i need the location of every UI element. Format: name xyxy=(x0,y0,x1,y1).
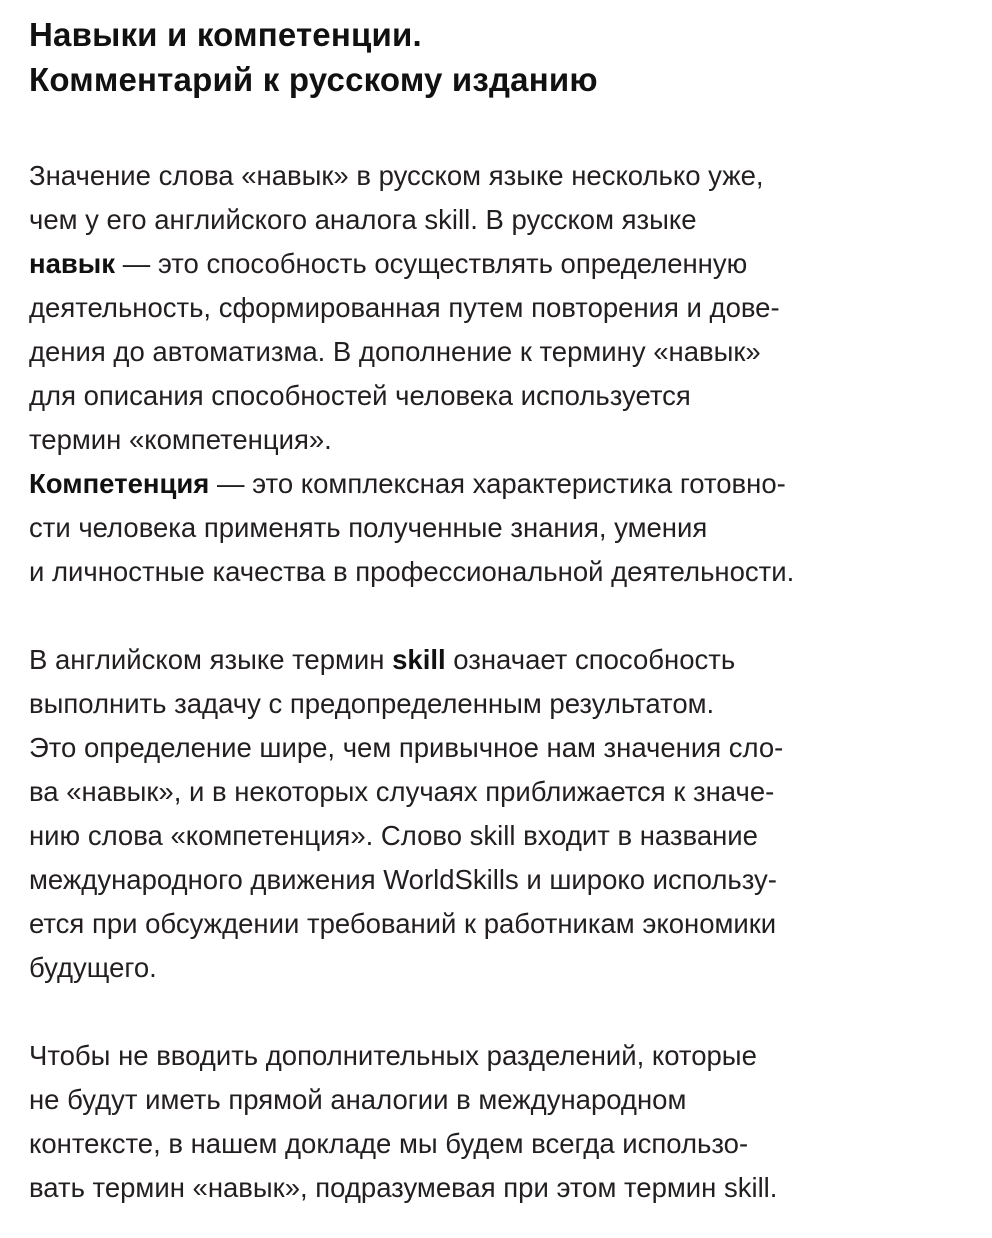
text-line: будущего. xyxy=(29,952,157,983)
term-english-skill-bold: skill xyxy=(392,644,446,675)
text-line: ется при обсуждении требований к работникам экономики xyxy=(29,908,777,939)
paragraph-english-skill xyxy=(29,638,969,990)
text-fragment: — это способность осуществлять определенную xyxy=(115,248,748,279)
text-line: Это определение шире, чем привычное нам значения сло- xyxy=(29,732,784,763)
text-line: термин «компетенция». xyxy=(29,424,332,455)
text-line: для описания способностей человека используется xyxy=(29,380,691,411)
text-line xyxy=(29,242,969,286)
paragraph-skill-definition xyxy=(29,154,969,462)
text-line: Чтобы не вводить дополнительных разделений, которые xyxy=(29,1040,757,1071)
title-line: Навыки и компетенции. xyxy=(29,16,422,53)
text-line: сти человека применять полученные знания, умения xyxy=(29,512,708,543)
text-fragment: В английском языке термин xyxy=(29,644,393,675)
text-line: чем у его английского аналога skill. В русском языке xyxy=(29,204,697,235)
text-fragment: — это комплексная характеристика готовно- xyxy=(209,468,786,499)
term-skill-bold: навык xyxy=(29,248,116,279)
text-line: ва «навык», и в некоторых случаях приближается к значе- xyxy=(29,776,775,807)
text-line: Значение слова «навык» в русском языке несколько уже, xyxy=(29,160,764,191)
text-fragment: означает способность xyxy=(445,644,736,675)
text-line xyxy=(29,462,969,506)
text-line: вать термин «навык», подразумевая при этом термин skill. xyxy=(29,1172,778,1203)
text-line: выполнить задачу с предопределенным результатом. xyxy=(29,688,715,719)
text-line xyxy=(29,638,969,682)
text-line: дения до автоматизма. В дополнение к термину «навык» xyxy=(29,336,761,367)
term-competence-bold: Компетенция xyxy=(29,468,210,499)
text-line: международного движения WorldSkills и широко использу- xyxy=(29,864,777,895)
text-line: не будут иметь прямой аналогии в международном xyxy=(29,1084,687,1115)
text-line: и личностные качества в профессиональной деятельности. xyxy=(29,556,795,587)
text-line: контексте, в нашем докладе мы будем всегда использо- xyxy=(29,1128,749,1159)
page-title xyxy=(29,12,969,102)
document-page xyxy=(29,12,969,1210)
text-line: нию слова «компетенция». Слово skill входит в название xyxy=(29,820,758,851)
title-line: Комментарий к русскому изданию xyxy=(29,61,598,98)
paragraph-terminology-note xyxy=(29,1034,969,1210)
paragraph-competence-definition xyxy=(29,462,969,594)
text-line: деятельность, сформированная путем повторения и дове- xyxy=(29,292,780,323)
